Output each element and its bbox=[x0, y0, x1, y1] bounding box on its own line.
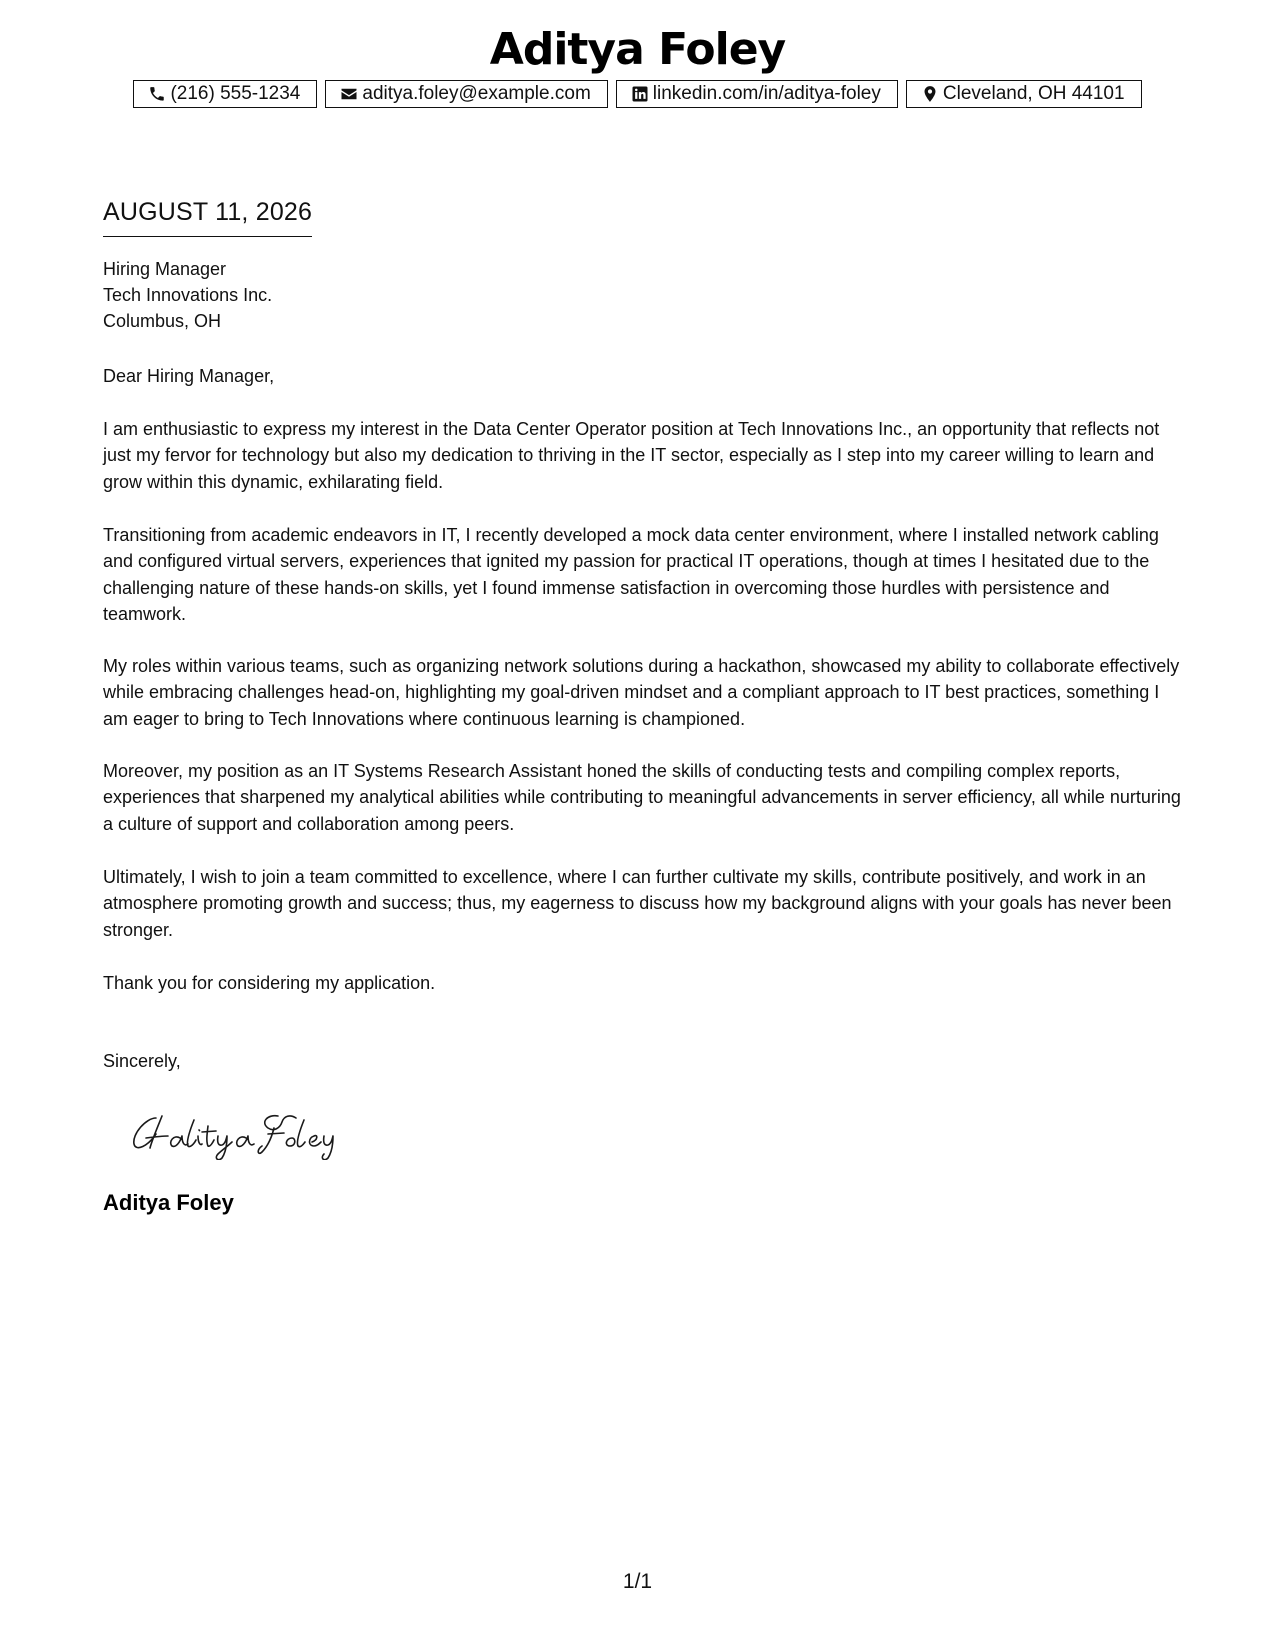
contact-location bbox=[906, 80, 1142, 108]
paragraph-text: Moreover, my position as an IT Systems Research Assistant honed the skills of conducting tests and compiling complex reports, experiences that sharpened my analytical abilities while contributing to meaningful advancements in server efficiency, all while nurturing a culture of support and collaboration among peers. bbox=[103, 761, 1181, 834]
map-pin-icon bbox=[921, 85, 939, 103]
paragraph-text: I am enthusiastic to express my interest in the Data Center Operator position at Tech Innovations Inc., an opportunity that reflects not just my fervor for technology but also my dedication to thriving in the IT sector, especially as I step into my career willing to learn and grow within this dynamic, exhilarating field. bbox=[103, 419, 1160, 492]
linkedin-url: linkedin.com/in/aditya-foley bbox=[652, 83, 881, 104]
email-address: aditya.foley@example.com bbox=[362, 83, 591, 104]
paragraph-text: My roles within various teams, such as organizing network solutions during a hackathon, showcased my ability to collaborate effectively while embracing challenges head-on, highlighting my goal-driven mindset and a compliant approach to IT best practices, something I am eager to bring to Tech Innovations where continuous learning is championed. bbox=[103, 656, 1180, 729]
linkedin-icon bbox=[631, 85, 649, 103]
recipient-location: Columbus, OH bbox=[103, 311, 222, 331]
contact-info-row bbox=[0, 80, 1275, 108]
contact-email bbox=[325, 80, 607, 108]
paragraph-teamwork bbox=[103, 653, 1183, 732]
phone-icon bbox=[148, 85, 166, 103]
sign-off: Sincerely, bbox=[103, 1051, 181, 1071]
recipient-company: Tech Innovations Inc. bbox=[103, 285, 273, 305]
letter-date: AUGUST 11, 2026 bbox=[103, 196, 312, 237]
salutation: Dear Hiring Manager, bbox=[103, 366, 275, 386]
location-text: Cleveland, OH 44101 bbox=[942, 83, 1125, 104]
paragraph-closing bbox=[103, 864, 1183, 943]
page-number: 1/1 bbox=[622, 1570, 653, 1593]
paragraph-intro bbox=[103, 416, 1183, 495]
paragraph-text: Transitioning from academic endeavors in IT, I recently developed a mock data center environment, where I installed network cabling and configured virtual servers, experiences that ignited my passion for practical IT operations, though at times I hesitated due to the challenging nature of these hands-on skills, yet I found immense satisfaction in overcoming those hurdles with persistence and teamwork. bbox=[103, 525, 1159, 625]
recipient-title: Hiring Manager bbox=[103, 259, 227, 279]
contact-phone bbox=[133, 80, 317, 108]
envelope-icon bbox=[340, 85, 358, 103]
applicant-name-heading: Aditya Foley bbox=[489, 24, 786, 75]
thank-you-line: Thank you for considering my application. bbox=[103, 973, 436, 993]
paragraph-experience bbox=[103, 522, 1183, 628]
paragraph-research bbox=[103, 758, 1183, 837]
contact-linkedin bbox=[616, 80, 898, 108]
handwritten-signature bbox=[128, 1100, 338, 1160]
signed-name: Aditya Foley bbox=[103, 1190, 234, 1215]
recipient-block bbox=[103, 256, 272, 334]
phone-number: (216) 555-1234 bbox=[170, 83, 301, 104]
paragraph-text: Ultimately, I wish to join a team committed to excellence, where I can further cultivate my skills, contribute positively, and work in an atmosphere promoting growth and success; thus, my eagerness to discuss how my background aligns with your goals has never been stronger. bbox=[103, 867, 1172, 940]
